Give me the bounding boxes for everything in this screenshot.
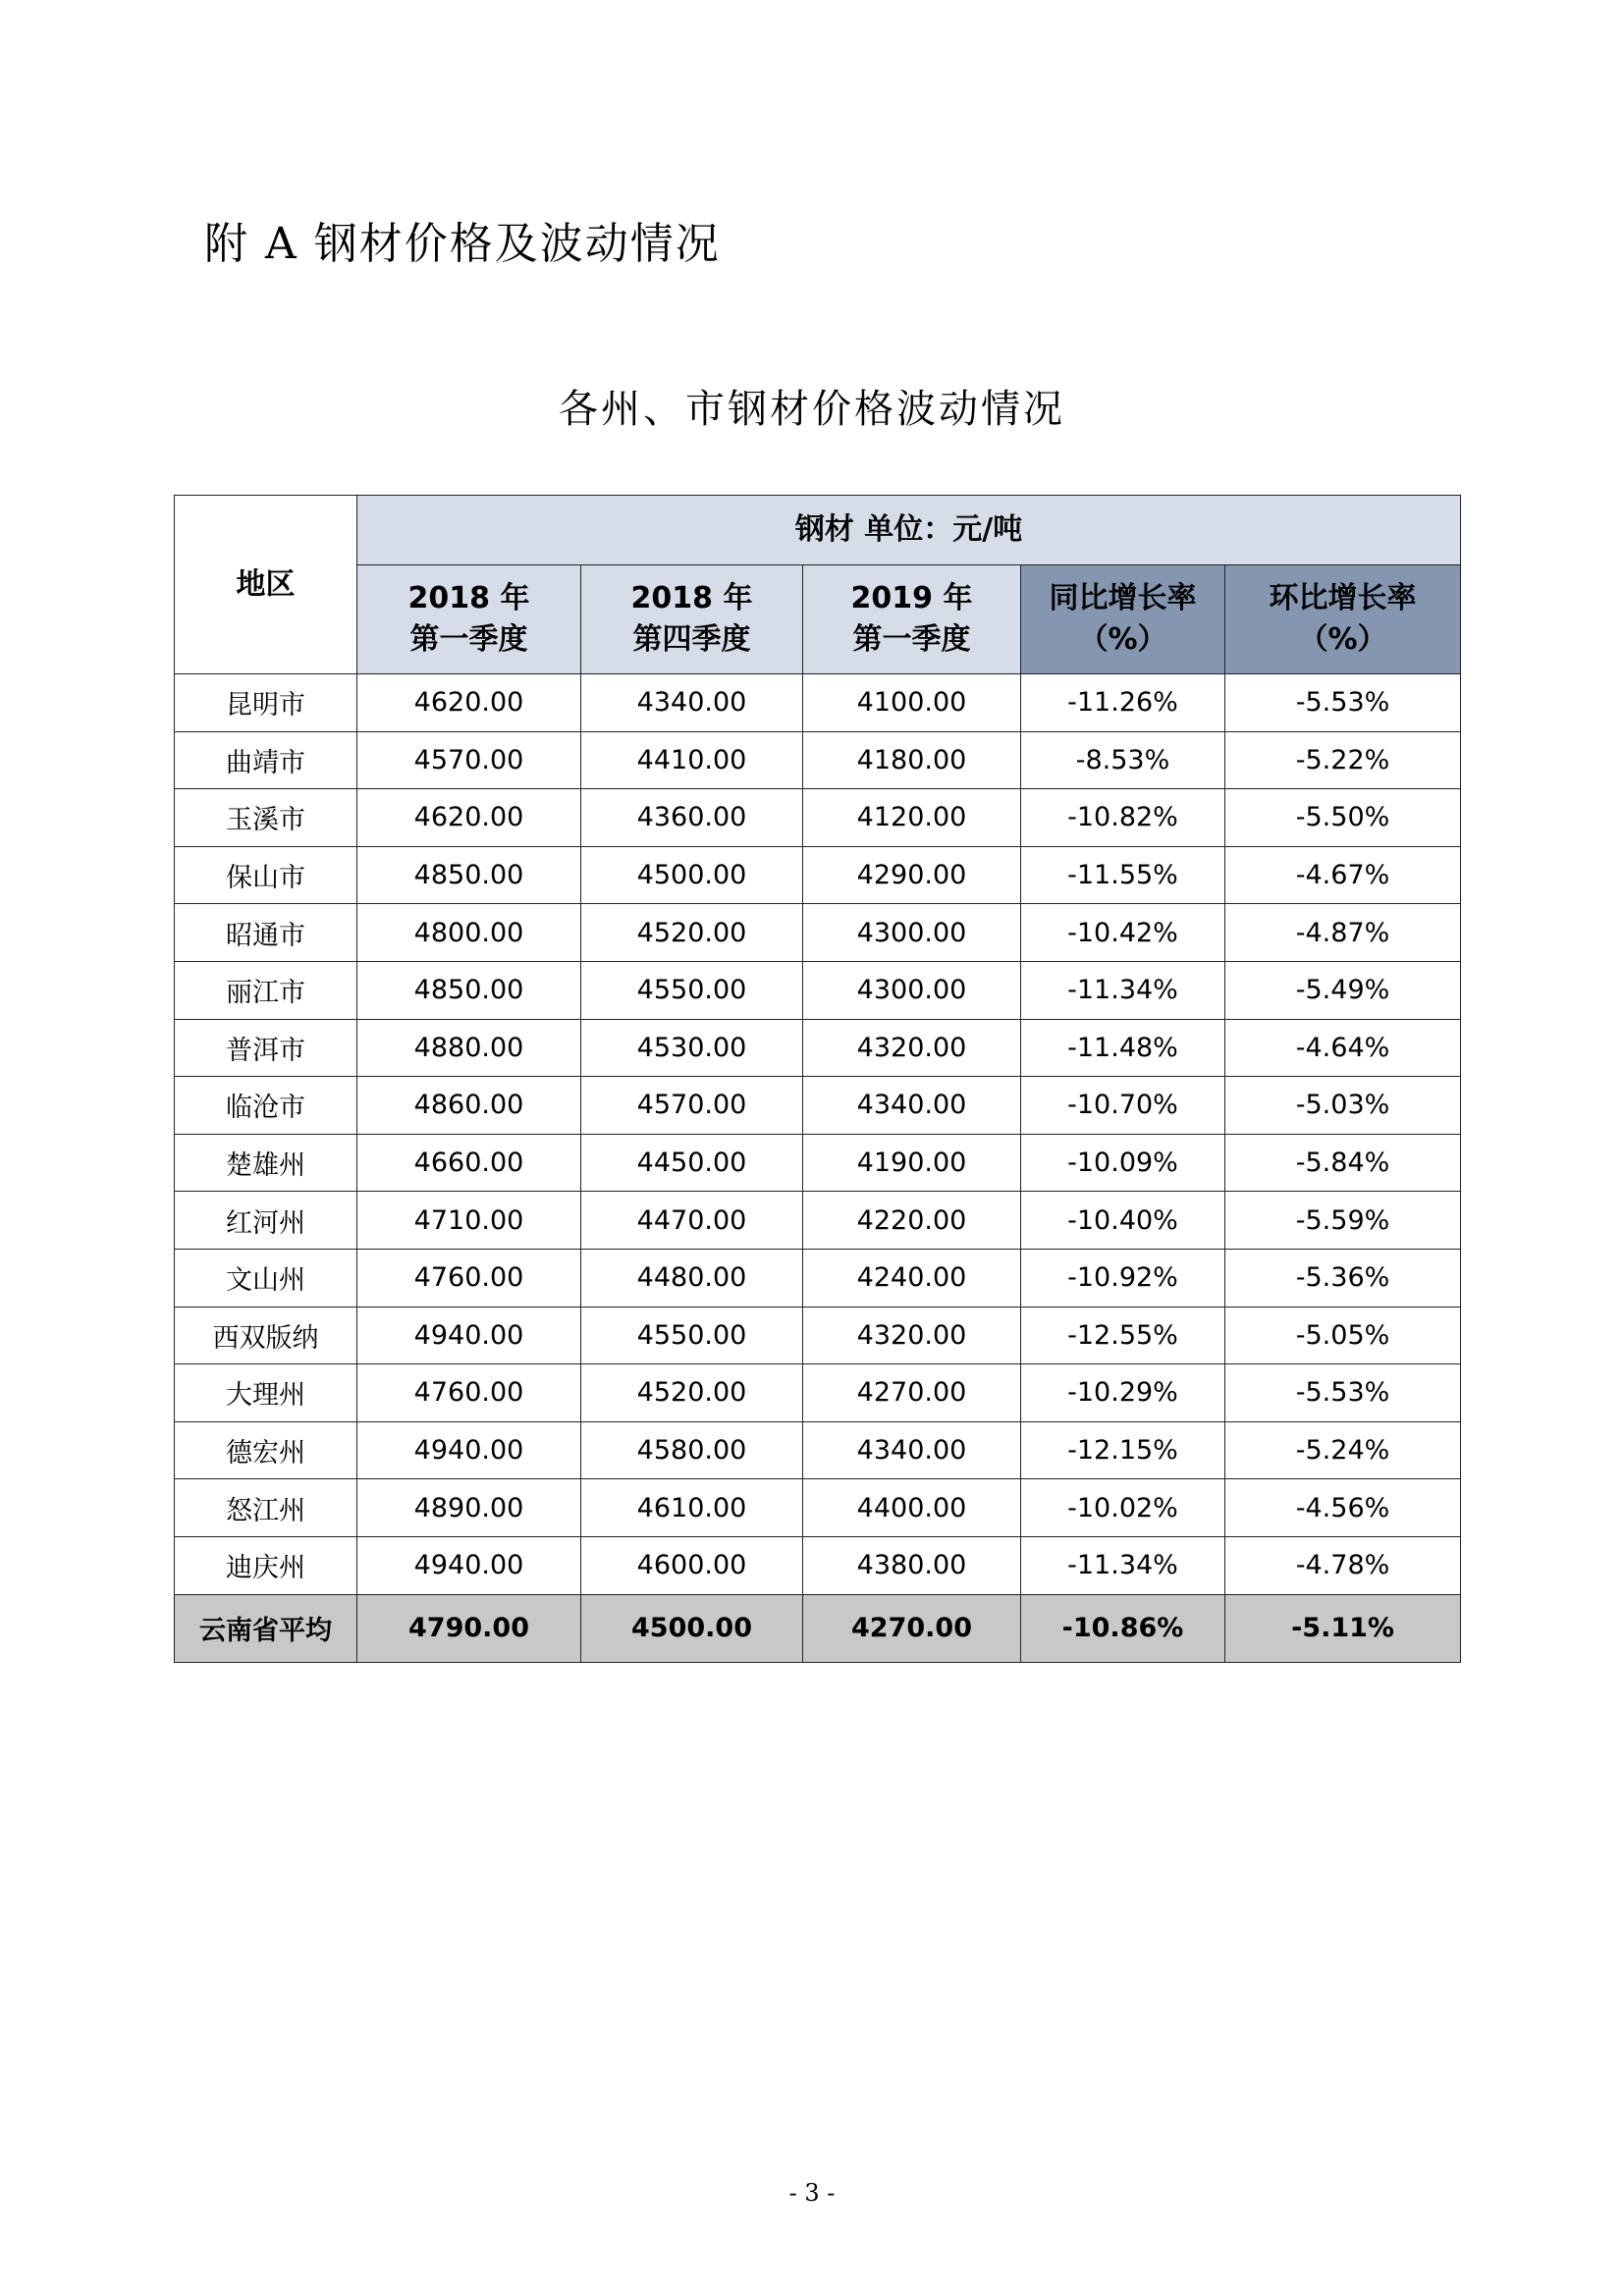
yoy-rate-cell: -10.02%: [1021, 1479, 1225, 1537]
price-2018-q4-cell: 4500.00: [581, 846, 803, 904]
average-2018-q1-cell: 4790.00: [357, 1594, 581, 1662]
price-2018-q4-cell: 4520.00: [581, 1364, 803, 1422]
table-row: [175, 1307, 1461, 1364]
price-2019-q1-cell: 4300.00: [803, 961, 1021, 1019]
region-header: 地区: [175, 496, 357, 674]
region-cell: 普洱市: [175, 1019, 357, 1077]
region-cell: 昆明市: [175, 674, 357, 732]
price-2018-q1-cell: 4760.00: [357, 1364, 581, 1422]
qoq-rate-cell: -5.24%: [1225, 1421, 1461, 1479]
region-cell: 临沧市: [175, 1077, 357, 1135]
average-yoy-cell: -10.86%: [1021, 1594, 1225, 1662]
page-heading: 附 A 钢材价格及波动情况: [204, 219, 721, 269]
price-2018-q4-cell: 4480.00: [581, 1249, 803, 1307]
average-row: [175, 1594, 1461, 1662]
region-cell: 文山州: [175, 1249, 357, 1307]
price-2019-q1-cell: 4340.00: [803, 1421, 1021, 1479]
price-2019-q1-cell: 4270.00: [803, 1364, 1021, 1422]
price-2018-q4-cell: 4340.00: [581, 674, 803, 732]
qoq-rate-cell: -5.84%: [1225, 1134, 1461, 1192]
table-row: [175, 731, 1461, 789]
yoy-rate-cell: -11.55%: [1021, 846, 1225, 904]
yoy-rate-cell: -10.09%: [1021, 1134, 1225, 1192]
table-row: [175, 674, 1461, 732]
price-2018-q4-cell: 4410.00: [581, 731, 803, 789]
price-2018-q4-cell: 4530.00: [581, 1019, 803, 1077]
col-header-2018-q1: [357, 565, 581, 674]
price-2019-q1-cell: 4290.00: [803, 846, 1021, 904]
price-2019-q1-cell: 4300.00: [803, 904, 1021, 962]
price-2019-q1-cell: 4320.00: [803, 1307, 1021, 1364]
region-cell: 曲靖市: [175, 731, 357, 789]
yoy-rate-cell: -11.26%: [1021, 674, 1225, 732]
table-body: [175, 674, 1461, 1663]
qoq-rate-cell: -5.49%: [1225, 961, 1461, 1019]
price-2018-q1-cell: 4620.00: [357, 789, 581, 847]
price-2018-q4-cell: 4470.00: [581, 1192, 803, 1250]
qoq-rate-cell: -5.53%: [1225, 1364, 1461, 1422]
price-2018-q1-cell: 4880.00: [357, 1019, 581, 1077]
col-header-line1: 2018 年: [407, 581, 530, 615]
table-title: 各州、市钢材价格波动情况: [559, 387, 1065, 432]
yoy-rate-cell: -10.82%: [1021, 789, 1225, 847]
col-header-line2: （%）: [1078, 622, 1167, 657]
qoq-rate-cell: -4.67%: [1225, 846, 1461, 904]
price-2019-q1-cell: 4380.00: [803, 1536, 1021, 1594]
region-cell: 迪庆州: [175, 1536, 357, 1594]
average-qoq-cell: -5.11%: [1225, 1594, 1461, 1662]
average-2018-q4-cell: 4500.00: [581, 1594, 803, 1662]
price-2018-q4-cell: 4550.00: [581, 961, 803, 1019]
price-2019-q1-cell: 4190.00: [803, 1134, 1021, 1192]
steel-unit-header: 钢材 单位：元/吨: [357, 496, 1461, 565]
qoq-rate-cell: -5.05%: [1225, 1307, 1461, 1364]
region-cell: 怒江州: [175, 1479, 357, 1537]
yoy-rate-cell: -10.29%: [1021, 1364, 1225, 1422]
price-2018-q1-cell: 4850.00: [357, 846, 581, 904]
qoq-rate-cell: -5.22%: [1225, 731, 1461, 789]
region-cell: 德宏州: [175, 1421, 357, 1479]
price-2018-q1-cell: 4710.00: [357, 1192, 581, 1250]
price-2018-q1-cell: 4850.00: [357, 961, 581, 1019]
yoy-rate-cell: -10.42%: [1021, 904, 1225, 962]
col-header-line1: 同比增长率: [1049, 581, 1197, 615]
qoq-rate-cell: -4.87%: [1225, 904, 1461, 962]
qoq-rate-cell: -5.50%: [1225, 789, 1461, 847]
qoq-rate-cell: -5.59%: [1225, 1192, 1461, 1250]
price-2018-q1-cell: 4940.00: [357, 1421, 581, 1479]
price-2018-q1-cell: 4760.00: [357, 1249, 581, 1307]
table-row: [175, 789, 1461, 847]
table-row: [175, 1192, 1461, 1250]
yoy-rate-cell: -12.55%: [1021, 1307, 1225, 1364]
price-2018-q4-cell: 4600.00: [581, 1536, 803, 1594]
qoq-rate-cell: -5.53%: [1225, 674, 1461, 732]
yoy-rate-cell: -12.15%: [1021, 1421, 1225, 1479]
table-row: [175, 1421, 1461, 1479]
price-2018-q4-cell: 4360.00: [581, 789, 803, 847]
price-2018-q1-cell: 4940.00: [357, 1307, 581, 1364]
price-2019-q1-cell: 4220.00: [803, 1192, 1021, 1250]
col-header-line2: （%）: [1298, 622, 1387, 657]
region-cell: 昭通市: [175, 904, 357, 962]
price-2018-q1-cell: 4800.00: [357, 904, 581, 962]
price-2019-q1-cell: 4400.00: [803, 1479, 1021, 1537]
table-row: [175, 846, 1461, 904]
price-2018-q1-cell: 4570.00: [357, 731, 581, 789]
price-2019-q1-cell: 4320.00: [803, 1019, 1021, 1077]
price-2018-q1-cell: 4620.00: [357, 674, 581, 732]
table-row: [175, 1077, 1461, 1135]
table-row: [175, 904, 1461, 962]
price-2019-q1-cell: 4180.00: [803, 731, 1021, 789]
col-header-yoy: [1021, 565, 1225, 674]
price-2018-q1-cell: 4660.00: [357, 1134, 581, 1192]
region-cell: 西双版纳: [175, 1307, 357, 1364]
price-2018-q4-cell: 4450.00: [581, 1134, 803, 1192]
price-2018-q4-cell: 4610.00: [581, 1479, 803, 1537]
qoq-rate-cell: -5.03%: [1225, 1077, 1461, 1135]
table-row: [175, 1536, 1461, 1594]
average-region-cell: 云南省平均: [175, 1594, 357, 1662]
yoy-rate-cell: -10.40%: [1021, 1192, 1225, 1250]
region-cell: 红河州: [175, 1192, 357, 1250]
price-2018-q1-cell: 4890.00: [357, 1479, 581, 1537]
region-cell: 玉溪市: [175, 789, 357, 847]
col-header-line1: 2019 年: [850, 581, 973, 615]
table-row: [175, 1019, 1461, 1077]
page-number: - 3 -: [788, 2179, 836, 2207]
table-row: [175, 1479, 1461, 1537]
price-2018-q4-cell: 4570.00: [581, 1077, 803, 1135]
table-row: [175, 961, 1461, 1019]
yoy-rate-cell: -10.92%: [1021, 1249, 1225, 1307]
price-2018-q4-cell: 4550.00: [581, 1307, 803, 1364]
col-header-2019-q1: [803, 565, 1021, 674]
col-header-2018-q4: [581, 565, 803, 674]
price-2019-q1-cell: 4240.00: [803, 1249, 1021, 1307]
region-cell: 大理州: [175, 1364, 357, 1422]
col-header-line2: 第一季度: [852, 622, 971, 657]
price-2018-q1-cell: 4940.00: [357, 1536, 581, 1594]
price-2019-q1-cell: 4120.00: [803, 789, 1021, 847]
qoq-rate-cell: -5.36%: [1225, 1249, 1461, 1307]
col-header-line2: 第四季度: [632, 622, 751, 657]
qoq-rate-cell: -4.64%: [1225, 1019, 1461, 1077]
table-row: [175, 1364, 1461, 1422]
col-header-qoq: [1225, 565, 1461, 674]
steel-price-table: [174, 495, 1461, 1663]
region-cell: 丽江市: [175, 961, 357, 1019]
yoy-rate-cell: -10.70%: [1021, 1077, 1225, 1135]
col-header-line1: 环比增长率: [1269, 581, 1417, 615]
price-2019-q1-cell: 4100.00: [803, 674, 1021, 732]
region-cell: 楚雄州: [175, 1134, 357, 1192]
yoy-rate-cell: -11.48%: [1021, 1019, 1225, 1077]
qoq-rate-cell: -4.78%: [1225, 1536, 1461, 1594]
table-row: [175, 1249, 1461, 1307]
yoy-rate-cell: -11.34%: [1021, 1536, 1225, 1594]
price-2019-q1-cell: 4340.00: [803, 1077, 1021, 1135]
table-row: [175, 1134, 1461, 1192]
yoy-rate-cell: -11.34%: [1021, 961, 1225, 1019]
qoq-rate-cell: -4.56%: [1225, 1479, 1461, 1537]
col-header-line2: 第一季度: [409, 622, 528, 657]
average-2019-q1-cell: 4270.00: [803, 1594, 1021, 1662]
price-2018-q1-cell: 4860.00: [357, 1077, 581, 1135]
price-2018-q4-cell: 4520.00: [581, 904, 803, 962]
col-header-line1: 2018 年: [630, 581, 753, 615]
yoy-rate-cell: -8.53%: [1021, 731, 1225, 789]
region-cell: 保山市: [175, 846, 357, 904]
price-2018-q4-cell: 4580.00: [581, 1421, 803, 1479]
